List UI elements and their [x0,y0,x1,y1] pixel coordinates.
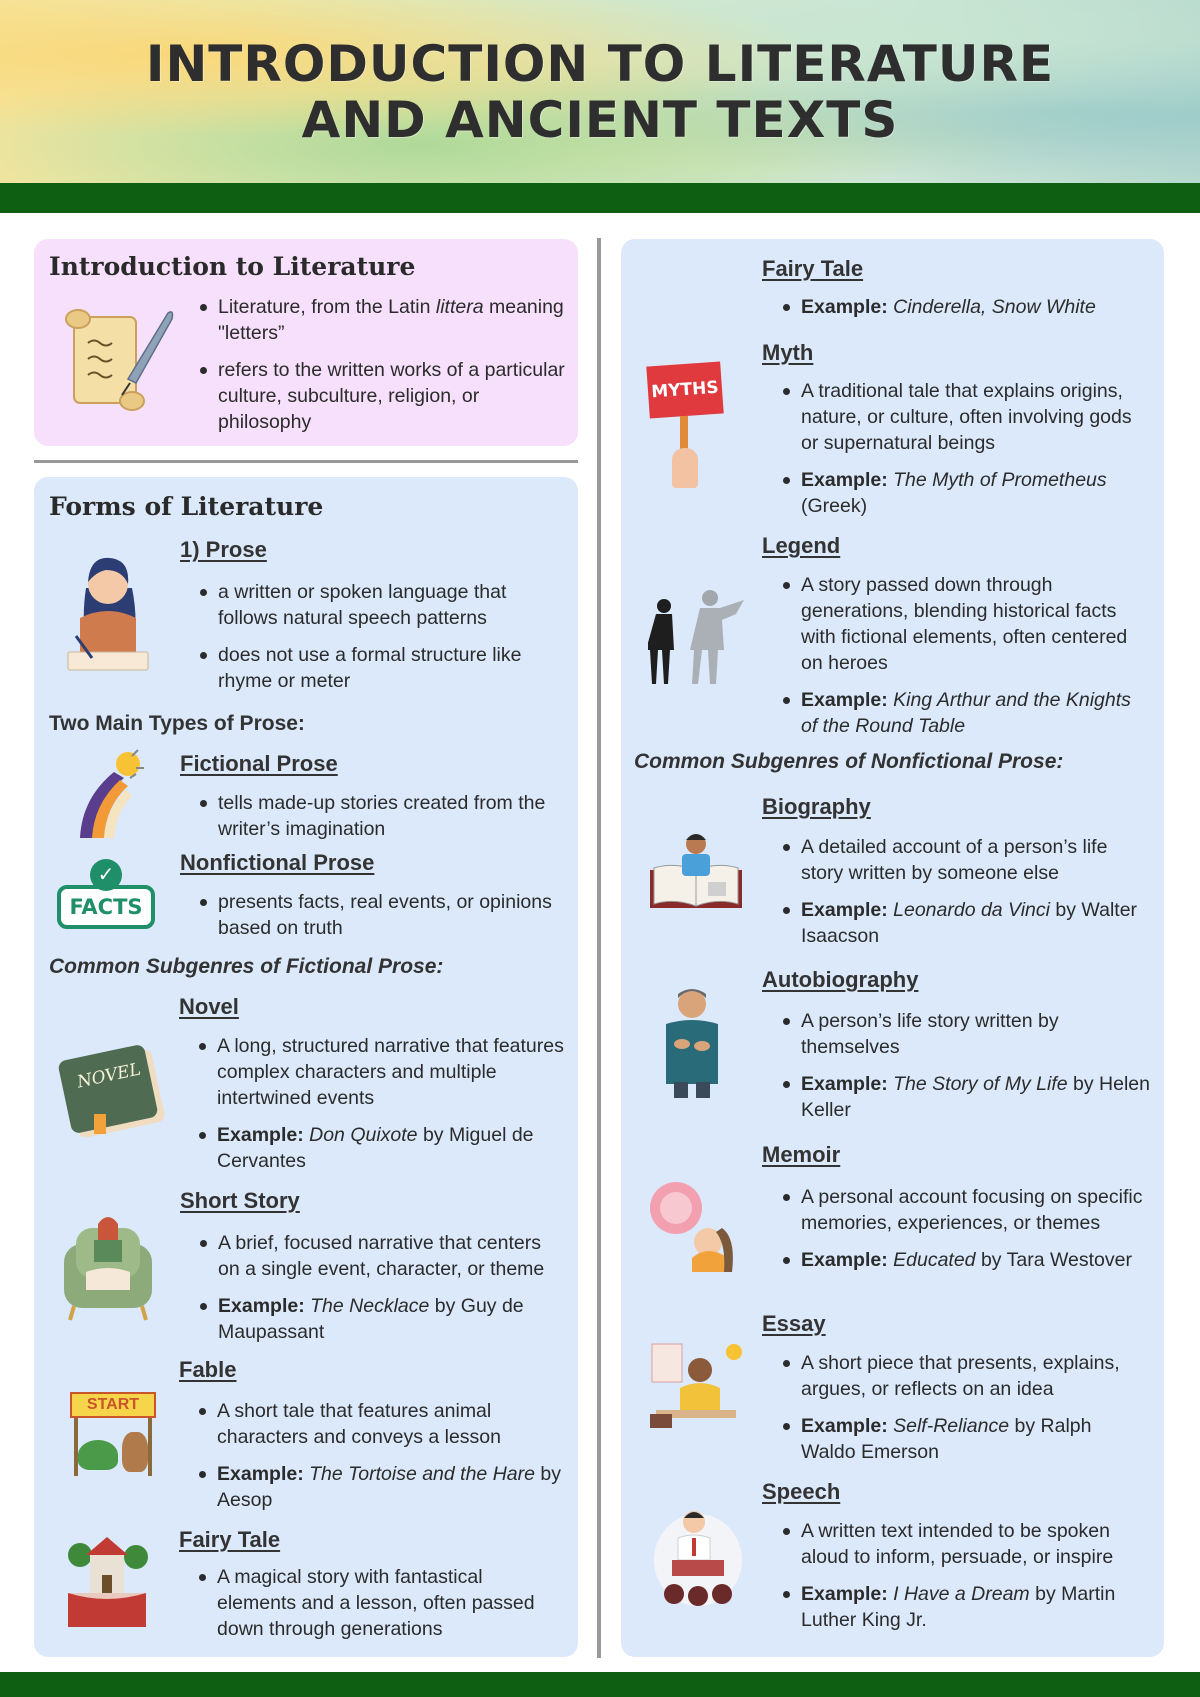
memory-brain-icon [646,1178,742,1274]
check-icon: ✓ [90,859,122,891]
novel-example: Example: Don Quixote by Miguel de Cervantes [197,1122,567,1174]
open-book-icon [646,830,746,914]
prose-title: 1) Prose [180,537,267,562]
novel-bullet-1: A long, structured narrative that features complex characters and multiple intertwined events [197,1033,567,1111]
fable-example: Example: The Tortoise and the Hare by Aesop [197,1461,567,1513]
fable-bullets [197,1398,567,1524]
facts-badge-icon: ✓ FACTS [57,859,155,931]
legend-title: Legend [762,533,841,558]
fairy-tale-bullets-left [197,1564,567,1653]
speech-bullet-1: A written text intended to be spoken aloud to inform, persuade, or inspire [781,1518,1151,1570]
fairy-tale-bullet-1: A magical story with fantastical elements and a lesson, often passed down through generations [197,1564,567,1642]
nonfictional-prose-bullets [198,889,568,952]
novel-book-icon: NOVEL [60,1046,158,1136]
hare-icon [122,1432,148,1472]
essay-example: Example: Self-Reliance by Ralph Waldo Emerson [781,1413,1151,1465]
biography-example: Example: Leonardo da Vinci by Walter Isaacson [781,897,1151,949]
vertical-divider [597,238,601,1658]
hand-icon [672,448,698,488]
memoir-example: Example: Educated by Tara Westover [781,1247,1151,1273]
autobiography-bullets [781,1008,1151,1134]
fable-bullet-1: A short tale that features animal characters and conveys a lesson [197,1398,567,1450]
nonfiction-subgenres-label: Common Subgenres of Nonfictional Prose: [634,750,1064,773]
short-story-example: Example: The Necklace by Guy de Maupassant [198,1293,568,1345]
memoir-bullet-1: A personal account focusing on specific memories, experiences, or themes [781,1184,1151,1236]
fictional-prose-bullet-1: tells made-up stories created from the writer’s imagination [198,790,568,842]
autobiography-bullet-1: A person’s life story written by themselves [781,1008,1151,1060]
novel-title: Novel [179,994,239,1019]
top-green-bar [0,183,1200,213]
prose-bullet-2: does not use a formal structure like rhyme or meter [198,642,568,694]
intro-bullets [198,294,568,446]
fairy-tale-bullets-right [781,294,1151,331]
fairy-tale-example: Example: Cinderella, Snow White [781,294,1151,320]
myth-example: Example: The Myth of Prometheus (Greek) [781,467,1151,519]
memoir-bullets [781,1184,1151,1284]
autobiography-title: Autobiography [762,967,919,992]
essay-writer-icon [646,1340,746,1432]
two-types-label: Two Main Types of Prose: [49,712,305,735]
biography-bullets [781,834,1151,960]
fictional-prose-title: Fictional Prose [180,751,338,776]
essay-bullet-1: A short piece that presents, explains, argues, or reflects on an idea [781,1350,1151,1402]
tortoise-icon [78,1440,118,1470]
novel-bullets [197,1033,567,1185]
fiction-subgenres-label: Common Subgenres of Fictional Prose: [49,955,444,978]
myths-sign-icon: MYTHS [646,362,726,490]
legend-bullets [781,572,1151,750]
forms-heading: Forms of Literature [49,492,324,521]
intro-heading: Introduction to Literature [49,252,416,281]
header-banner [0,0,1200,183]
speech-title: Speech [762,1479,841,1504]
person-speaking-icon [652,986,732,1100]
bottom-green-bar [0,1672,1200,1697]
fairy-tale-title-right: Fairy Tale [762,256,864,281]
essay-title: Essay [762,1311,826,1336]
horizontal-divider [34,460,578,463]
fictional-prose-bullets [198,790,568,853]
nonfictional-prose-title: Nonfictional Prose [180,850,375,875]
short-story-bullet-1: A brief, focused narrative that centers on a single event, character, or theme [198,1230,568,1282]
legend-example: Example: King Arthur and the Knights of the Round Table [781,687,1151,739]
essay-bullets [781,1350,1151,1476]
speech-example: Example: I Have a Dream by Martin Luther King Jr. [781,1581,1151,1633]
scroll-quill-icon [60,305,178,415]
imagination-icon [70,748,152,840]
fable-title: Fable [179,1357,237,1382]
fable-start-sign-icon: START [64,1388,162,1480]
biography-title: Biography [762,794,871,819]
legend-bullet-1: A story passed down through generations, blending historical facts with fictional elements, often centered on heroes [781,572,1151,676]
memoir-title: Memoir [762,1142,841,1167]
nonfictional-prose-bullet-1: presents facts, real events, or opinions based on truth [198,889,568,941]
castle-book-icon [60,1535,154,1633]
speech-bullets [781,1518,1151,1644]
hero-shadow-icon [648,588,748,688]
short-story-bullets [198,1230,568,1356]
woman-writing-icon [58,548,158,678]
myth-title: Myth [762,340,814,365]
reading-chair-icon [58,1210,158,1322]
title-line-2: AND ANCIENT TEXTS [301,91,899,149]
title-line-1: INTRODUCTION TO LITERATURE [145,35,1055,93]
prose-bullet-1: a written or spoken language that follows natural speech patterns [198,579,568,631]
prose-bullets [198,579,568,705]
biography-bullet-1: A detailed account of a person’s life story written by someone else [781,834,1151,886]
intro-bullet-1: Literature, from the Latin littera meaning "letters” [198,294,568,346]
podium-speaker-icon [650,1504,746,1608]
intro-bullet-2: refers to the written works of a particular culture, subculture, religion, or philosophy [198,357,568,435]
page-title [0,0,1200,148]
myth-bullets [781,378,1151,530]
myth-bullet-1: A traditional tale that explains origins, nature, or culture, often involving gods or supernatural beings [781,378,1151,456]
autobiography-example: Example: The Story of My Life by Helen Keller [781,1071,1151,1123]
fairy-tale-title-left: Fairy Tale [179,1527,281,1552]
short-story-title: Short Story [180,1188,300,1213]
